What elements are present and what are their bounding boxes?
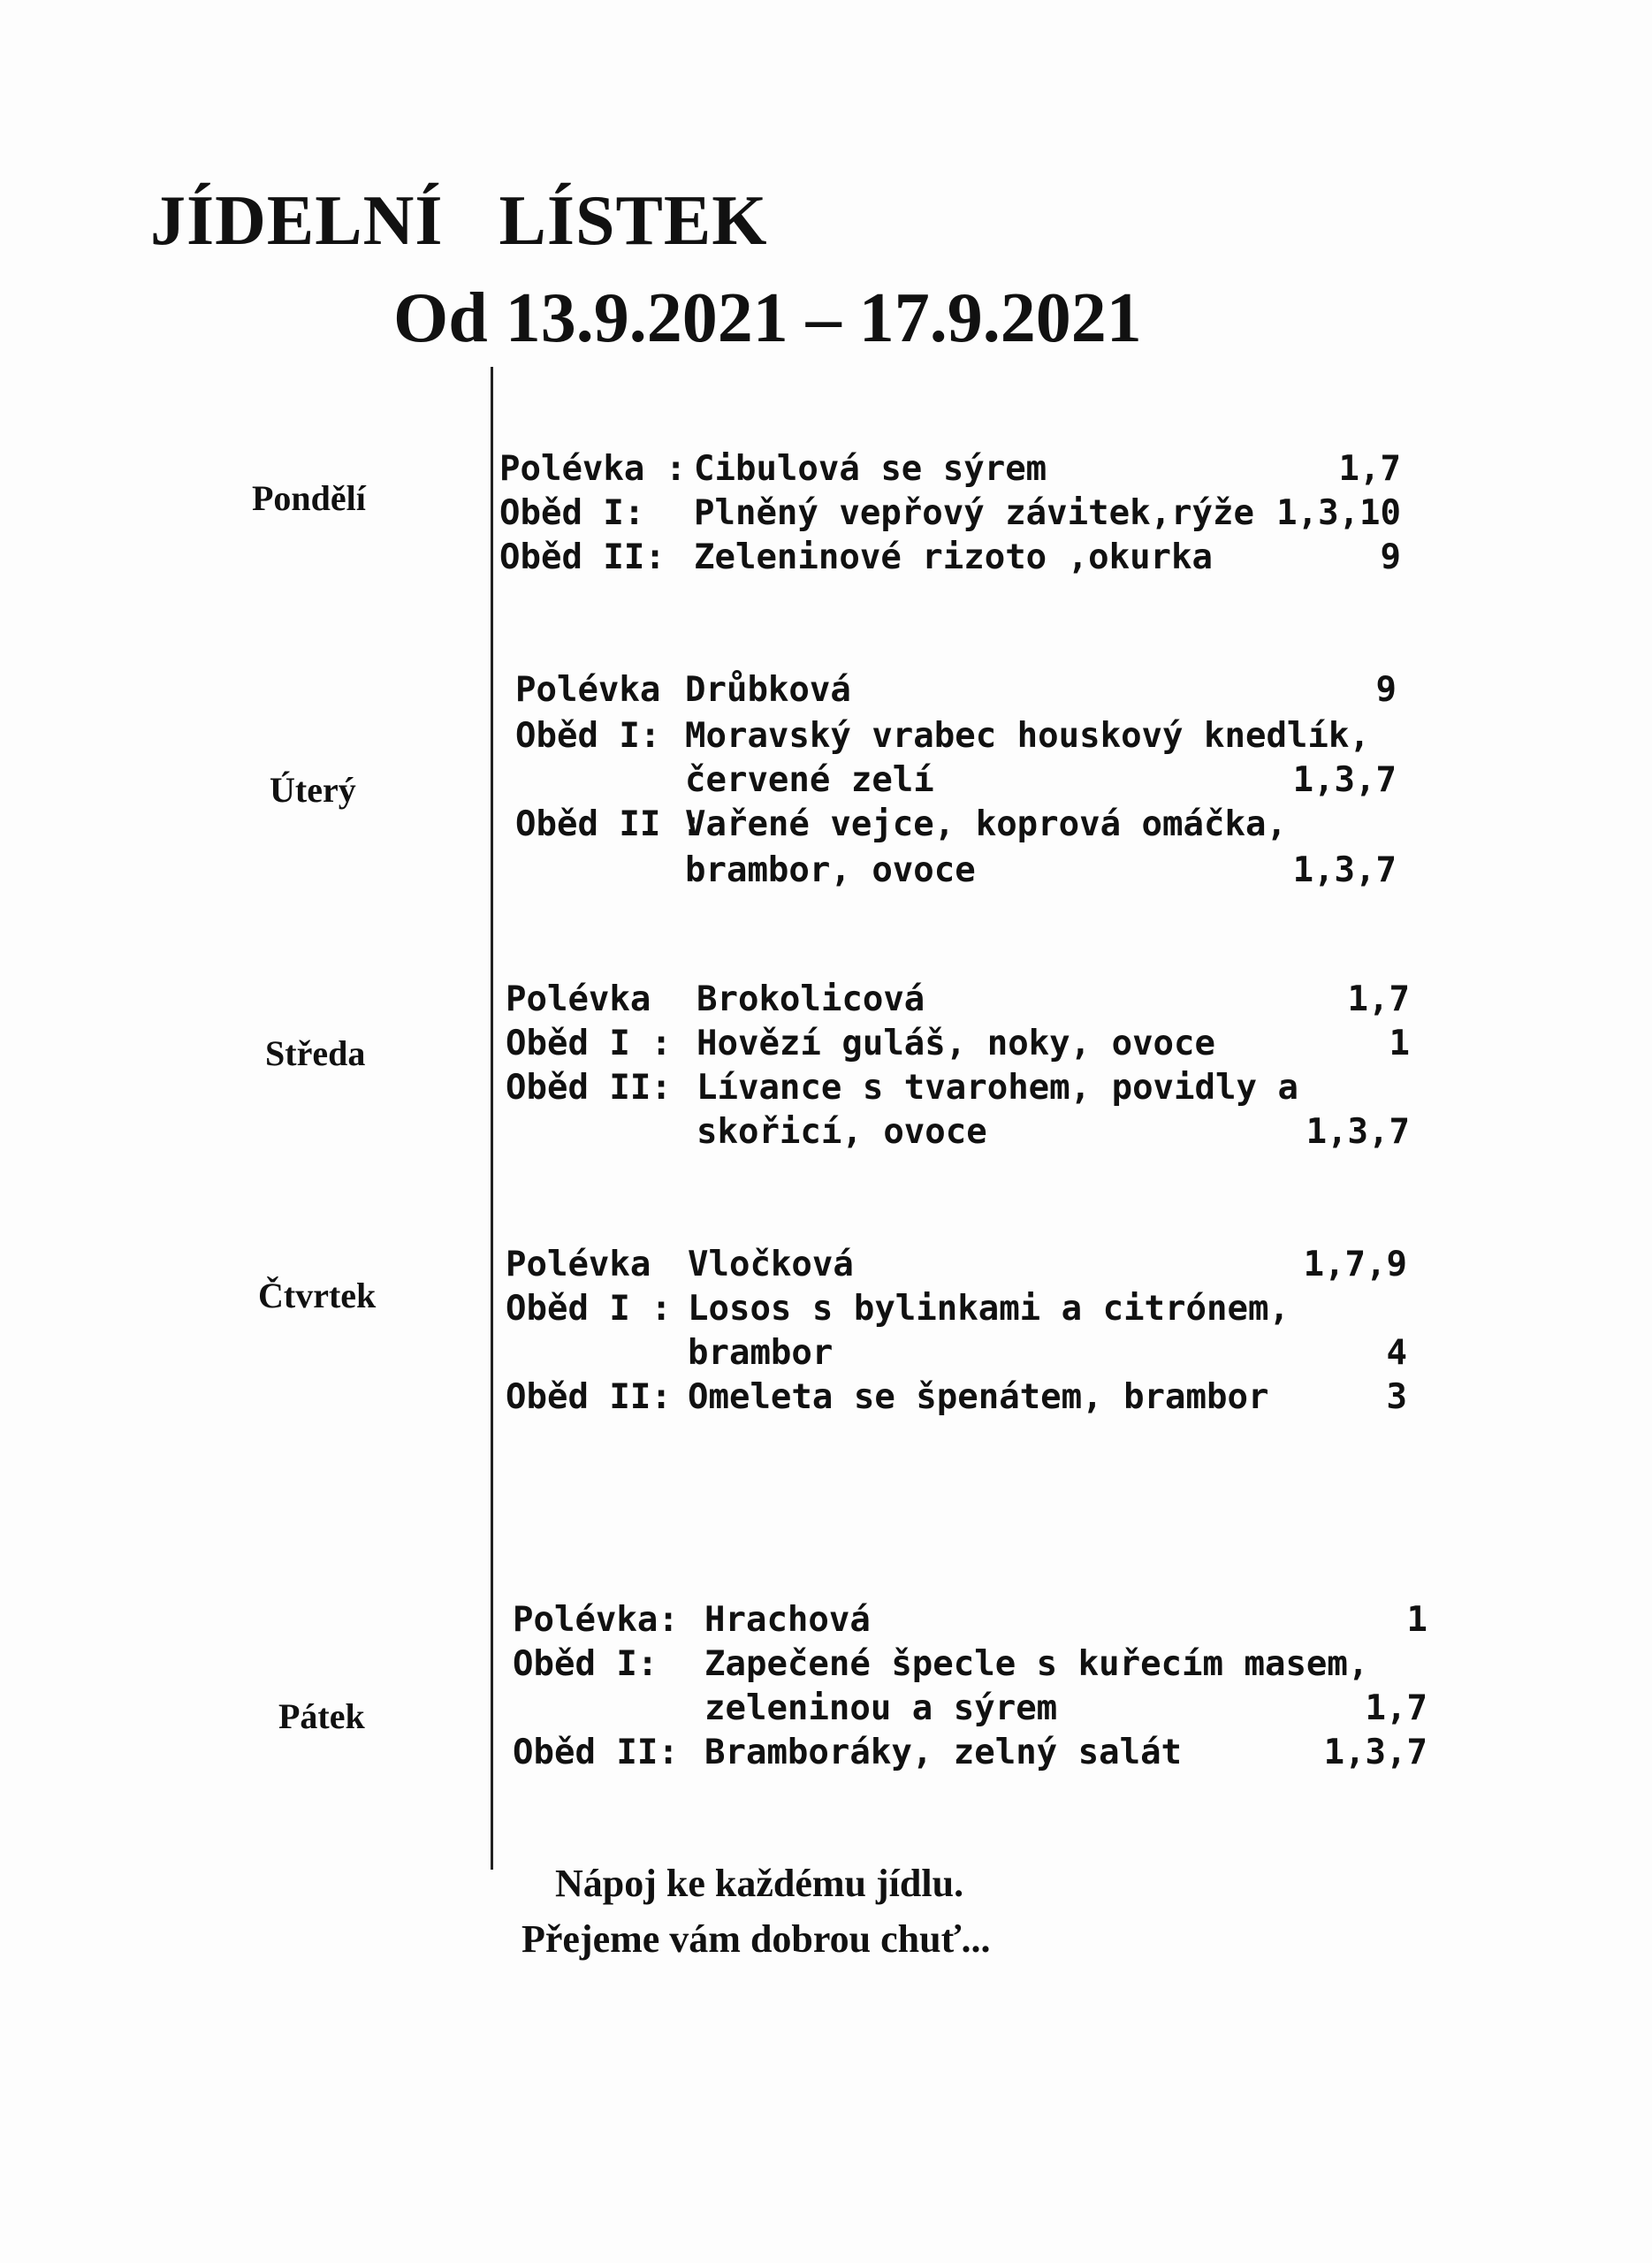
menu-row-dish: Drůbková [685, 670, 851, 710]
menu-row-allergens: 1,7 [1338, 449, 1401, 489]
menu-row-dish: Zeleninové rizoto ,okurka [694, 537, 1213, 577]
menu-row-allergens: 9 [1380, 537, 1401, 577]
menu-row-label: Oběd II : [515, 804, 703, 844]
menu-row-dish: Losos s bylinkami a citrónem, [688, 1289, 1290, 1329]
menu-row-label: Oběd II: [513, 1733, 679, 1772]
footer-drink-note: Nápoj ke každému jídlu. [555, 1862, 964, 1905]
menu-row-label: Polévka [515, 670, 661, 710]
menu-row-label: Polévka : [499, 449, 687, 489]
menu-row-label: Oběd I: [515, 716, 661, 756]
menu-row-allergens: 1 [1389, 1024, 1410, 1063]
menu-row-label: Oběd I: [499, 493, 645, 533]
day-name: Úterý [270, 770, 356, 810]
menu-title: JÍDELNÍ LÍSTEK [150, 182, 768, 260]
menu-row-dish: Cibulová se sýrem [694, 449, 1047, 489]
menu-row-allergens: 1,3,7 [1323, 1733, 1427, 1772]
menu-row-dish: Hovězí guláš, noky, ovoce [697, 1024, 1215, 1063]
menu-row-dish: Moravský vrabec houskový knedlík, [685, 716, 1370, 756]
menu-row-allergens: 4 [1386, 1333, 1407, 1373]
menu-row-label: Oběd I : [506, 1289, 672, 1329]
menu-row-dish: Plněný vepřový závitek,rýže [694, 493, 1254, 533]
menu-row-allergens: 1,3,7 [1292, 850, 1397, 890]
menu-row-dish: Bramboráky, zelný salát [704, 1733, 1183, 1772]
day-name: Čtvrtek [258, 1276, 377, 1315]
menu-row-allergens: 1,3,7 [1292, 760, 1397, 800]
menu-row-allergens: 1,7 [1347, 979, 1410, 1019]
menu-row-dish: Brokolicová [697, 979, 925, 1019]
day-name: Středa [265, 1033, 366, 1073]
menu-row-dish: skořicí, ovoce [697, 1112, 987, 1152]
menu-row-label: Polévka: [513, 1600, 679, 1640]
menu-row-label: Oběd I : [506, 1024, 672, 1063]
menu-row-label: Oběd II: [506, 1377, 672, 1417]
day-name: Pátek [278, 1696, 365, 1736]
menu-row-dish: brambor, ovoce [685, 850, 976, 890]
menu-row-label: Polévka [506, 1245, 651, 1284]
vertical-divider [491, 367, 493, 1870]
menu-row-allergens: 9 [1375, 670, 1397, 710]
menu-row-dish: červené zelí [685, 760, 934, 800]
menu-row-dish: Vločková [688, 1245, 854, 1284]
day-name: Pondělí [252, 478, 366, 518]
menu-row-label: Oběd II: [506, 1068, 672, 1108]
menu-row-allergens: 1,3,10 [1276, 493, 1401, 533]
menu-row-allergens: 1 [1406, 1600, 1427, 1640]
menu-row-allergens: 1,3,7 [1306, 1112, 1410, 1152]
menu-row-label: Polévka [506, 979, 651, 1019]
menu-date-range: Od 13.9.2021 – 17.9.2021 [393, 279, 1142, 357]
menu-row-label: Oběd II: [499, 537, 666, 577]
menu-row-dish: Vařené vejce, koprová omáčka, [685, 804, 1287, 844]
menu-row-dish: Lívance s tvarohem, povidly a [697, 1068, 1298, 1108]
menu-row-dish: brambor [688, 1333, 834, 1373]
menu-row-dish: Hrachová [704, 1600, 871, 1640]
menu-row-allergens: 3 [1386, 1377, 1407, 1417]
footer-greeting: Přejeme vám dobrou chuť... [521, 1917, 991, 1961]
menu-row-dish: zeleninou a sýrem [704, 1688, 1058, 1728]
menu-row-allergens: 1,7,9 [1303, 1245, 1407, 1284]
menu-row-label: Oběd I: [513, 1644, 659, 1684]
menu-row-dish: Omeleta se špenátem, brambor [688, 1377, 1269, 1417]
menu-row-allergens: 1,7 [1365, 1688, 1427, 1728]
menu-row-dish: Zapečené špecle s kuřecím masem, [704, 1644, 1369, 1684]
